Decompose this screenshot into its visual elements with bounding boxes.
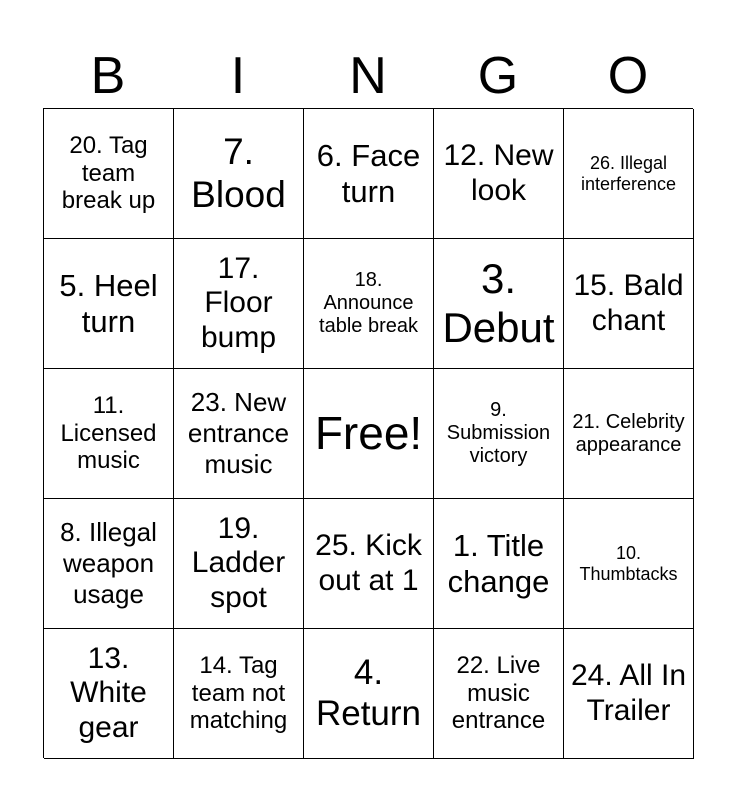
bingo-cell-label: 7. Blood — [191, 130, 286, 215]
bingo-cell[interactable] — [174, 629, 304, 759]
bingo-cell-label: 1. Title change — [447, 527, 550, 599]
bingo-cell[interactable] — [44, 629, 174, 759]
bingo-cell-label: 11. Licensed music — [60, 392, 157, 475]
bingo-cell-label: 13. White gear — [70, 641, 147, 744]
bingo-cell[interactable] — [564, 629, 694, 759]
bingo-cell-label: 19. Ladder spot — [191, 511, 286, 614]
bingo-cell[interactable] — [434, 629, 564, 759]
bingo-cell[interactable] — [44, 239, 174, 369]
header-letter-n: N — [349, 47, 387, 105]
bingo-cell[interactable] — [564, 499, 694, 629]
bingo-cell-label: 4. Return — [315, 653, 422, 733]
bingo-cell-label: 10. Thumbtacks — [579, 542, 678, 584]
header-letter-b: B — [90, 47, 126, 105]
bingo-cell[interactable] — [434, 239, 564, 369]
bingo-cell-label: 5. Heel turn — [59, 267, 158, 339]
bingo-cell-label: 18. Announce table break — [319, 269, 418, 337]
bingo-card-grid — [43, 108, 693, 758]
bingo-cell-label: 6. Face turn — [316, 137, 421, 209]
bingo-cell-label: 25. Kick out at 1 — [315, 529, 422, 597]
header-letter-i: I — [230, 47, 246, 105]
bingo-header — [43, 44, 693, 108]
bingo-cell-label: 26. Illegal interference — [580, 152, 677, 194]
bingo-cell[interactable] — [174, 109, 304, 239]
bingo-cell-label: 21. Celebrity appearance — [572, 410, 685, 456]
free-space-label: Free! — [314, 407, 423, 460]
bingo-cell-label: 12. New look — [443, 139, 554, 207]
bingo-cell-label: 23. New entrance music — [187, 386, 290, 480]
bingo-cell-label: 9. Submission victory — [446, 399, 551, 467]
bingo-cell[interactable] — [174, 369, 304, 499]
bingo-cell[interactable] — [434, 499, 564, 629]
bingo-cell[interactable] — [564, 239, 694, 369]
bingo-cell-label: 20. Tag team break up — [61, 132, 156, 215]
header-letter-g: G — [477, 47, 519, 105]
bingo-free-space[interactable] — [304, 369, 434, 499]
header-letter-o: O — [607, 47, 649, 105]
bingo-cell-label: 14. Tag team not matching — [189, 652, 288, 735]
bingo-cell[interactable] — [434, 369, 564, 499]
bingo-cell-label: 3. Debut — [442, 255, 555, 351]
bingo-cell[interactable] — [44, 109, 174, 239]
bingo-cell[interactable] — [304, 109, 434, 239]
bingo-cell[interactable] — [44, 369, 174, 499]
bingo-cell[interactable] — [174, 499, 304, 629]
bingo-cell-label: 15. Bald chant — [573, 269, 684, 337]
bingo-cell[interactable] — [304, 239, 434, 369]
bingo-cell[interactable] — [564, 109, 694, 239]
bingo-cell[interactable] — [44, 499, 174, 629]
bingo-cell[interactable] — [564, 369, 694, 499]
bingo-cell[interactable] — [304, 629, 434, 759]
bingo-cell-label: 22. Live music entrance — [451, 652, 546, 735]
bingo-cell[interactable] — [174, 239, 304, 369]
bingo-cell-label: 8. Illegal weapon usage — [60, 516, 157, 610]
bingo-cell[interactable] — [304, 499, 434, 629]
bingo-cell[interactable] — [434, 109, 564, 239]
bingo-cell-label: 24. All In Trailer — [570, 659, 687, 727]
bingo-cell-label: 17. Floor bump — [200, 251, 277, 354]
